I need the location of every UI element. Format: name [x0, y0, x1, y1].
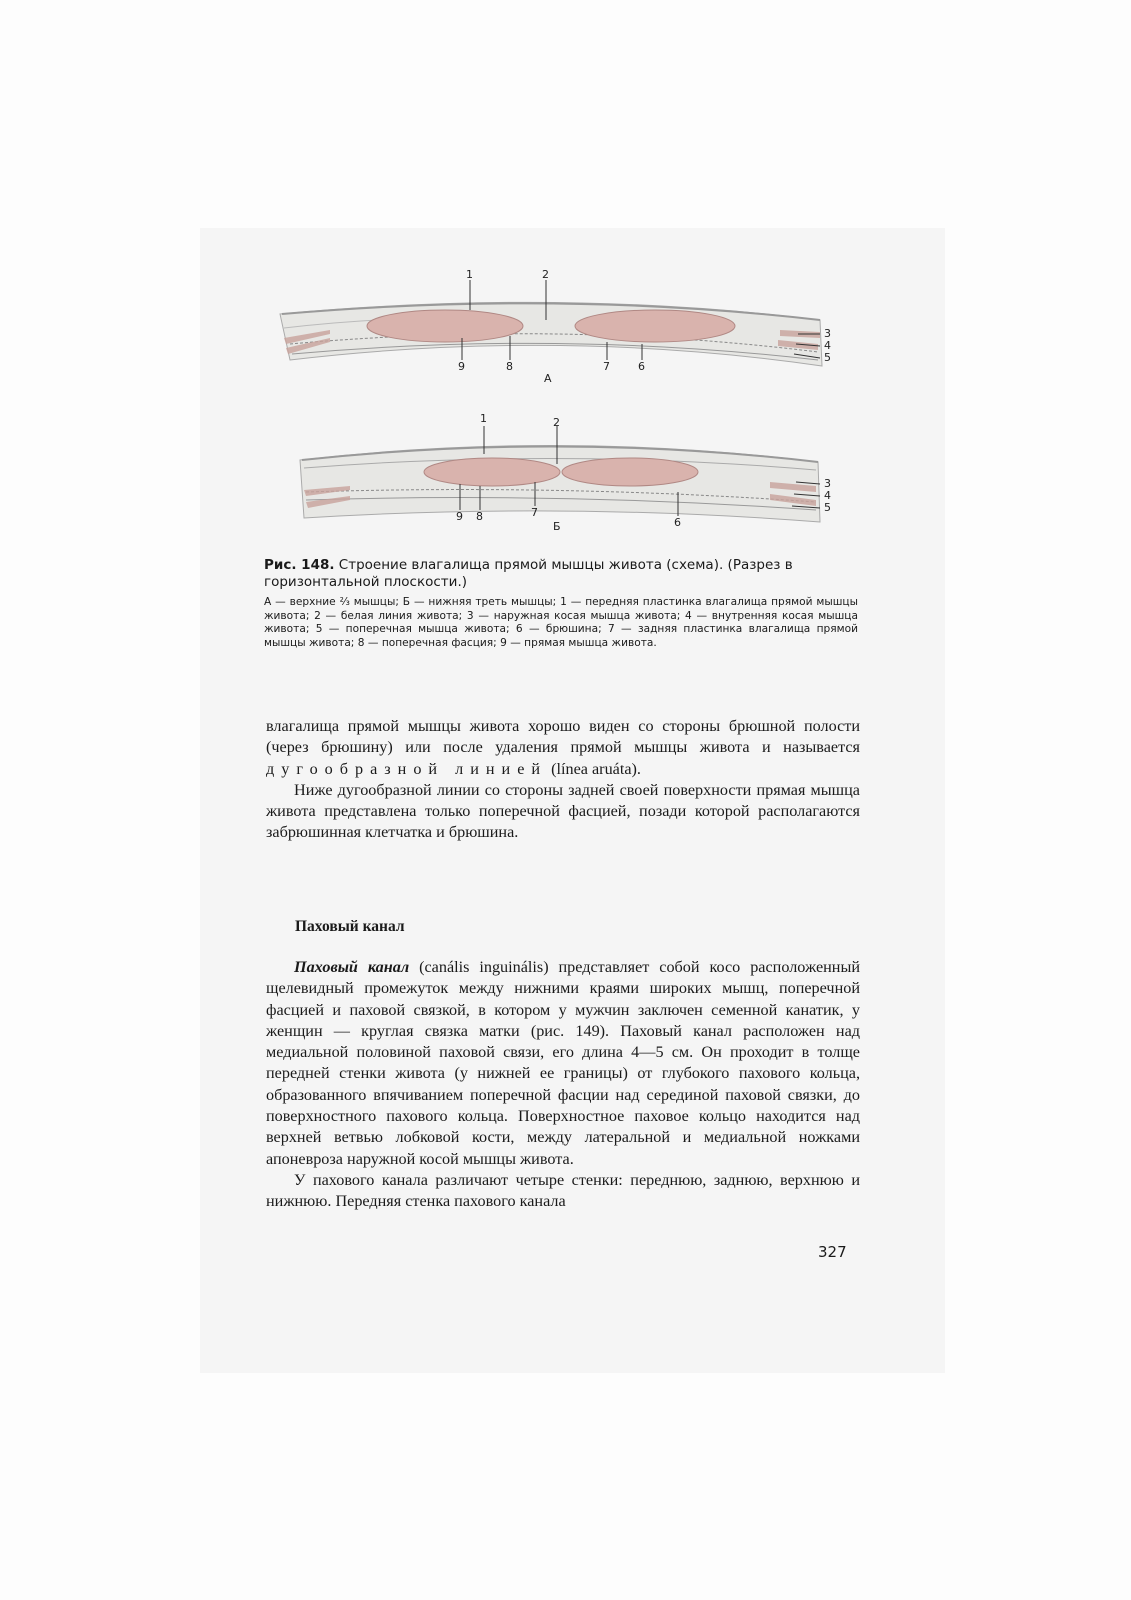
body-text-lower	[266, 957, 860, 1213]
cross-section-a-diagram	[270, 268, 850, 388]
caption-number: Рис. 148.	[264, 557, 335, 573]
paragraph: Ниже дугообразной линии со стороны задней своей поверхности прямая мышца живота представлена только поперечной фасцией, позади которой располагаются забрюшинная клетчатка и брюшина.	[266, 780, 860, 842]
caption-title	[264, 557, 858, 591]
caption-text: Строение влагалища прямой мышцы живота (схема). (Разрез в горизонтальной плоскости.)	[264, 557, 793, 590]
section-heading: Паховый канал	[295, 918, 405, 935]
label-2: 2	[542, 268, 549, 281]
panel-a-label: А	[544, 372, 552, 385]
label-7: 7	[531, 506, 538, 519]
label-3: 3	[824, 327, 831, 340]
label-6: 6	[638, 360, 645, 373]
figure-panel-b	[270, 412, 850, 537]
term: Паховый канал	[294, 958, 410, 976]
figure-caption	[264, 557, 858, 650]
cross-section-b-diagram	[270, 412, 850, 537]
label-5: 5	[824, 501, 831, 514]
paragraph: У пахового канала различают четыре стенки: переднюю, заднюю, верхнюю и нижнюю. Передняя стенка пахового канала	[266, 1170, 860, 1211]
caption-legend: А — верхние ⅔ мышцы; Б — нижняя треть мышцы; 1 — передняя пластинка влагалища прямой мышцы живота; 2 — белая линия живота; 3 — наружная косая мышца живота; 4 — внутренняя косая мышца живота; 5 — поперечная мышца живота; 6 — брюшина; 7 — задняя пластинка влагалища прямой мышцы живота; 8 — поперечная фасция; 9 — прямая мышца живота.	[264, 596, 858, 649]
label-1: 1	[466, 268, 473, 281]
page-number: 327	[818, 1243, 847, 1261]
label-3: 3	[824, 477, 831, 490]
paragraph: влагалища прямой мышцы живота хорошо виден со стороны брюшной полости (через брюшину) или после удаления прямой мышцы живота и называется дугообразной линией (línea aruáta).	[266, 717, 860, 778]
label-9: 9	[458, 360, 465, 373]
spaced-term: дугообразной линией	[266, 759, 548, 778]
label-4: 4	[824, 489, 831, 502]
label-8: 8	[506, 360, 513, 373]
label-2: 2	[553, 416, 560, 429]
body-text-upper	[266, 716, 860, 844]
paragraph: Паховый канал (canális inguinális) представляет собой косо расположенный щелевидный промежуток между нижними краями широких мышц, поперечной фасцией и паховой связкой, в котором у мужчин заключен семенной канатик, у женщин — круглая связка матки (рис. 149). Паховый канал расположен над медиальной половиной паховой связи, его длина 4—5 см. Он проходит в толще передней стенки живота (у нижней ее границы) от глубокого пахового кольца, образованного впячиванием поперечной фасции над серединой паховой связки, до поверхностного пахового кольца. Поверхностное паховое кольцо находится над верхней ветвью лобковой кости, между латеральной и медиальной ножками апоневроза наружной косой мышцы живота.	[266, 958, 861, 1168]
label-5: 5	[824, 351, 831, 364]
label-7: 7	[603, 360, 610, 373]
label-9: 9	[456, 510, 463, 523]
label-8: 8	[476, 510, 483, 523]
label-4: 4	[824, 339, 831, 352]
figure-panel-a	[270, 268, 850, 388]
panel-b-label: Б	[553, 520, 561, 533]
label-1: 1	[480, 412, 487, 425]
label-6: 6	[674, 516, 681, 529]
